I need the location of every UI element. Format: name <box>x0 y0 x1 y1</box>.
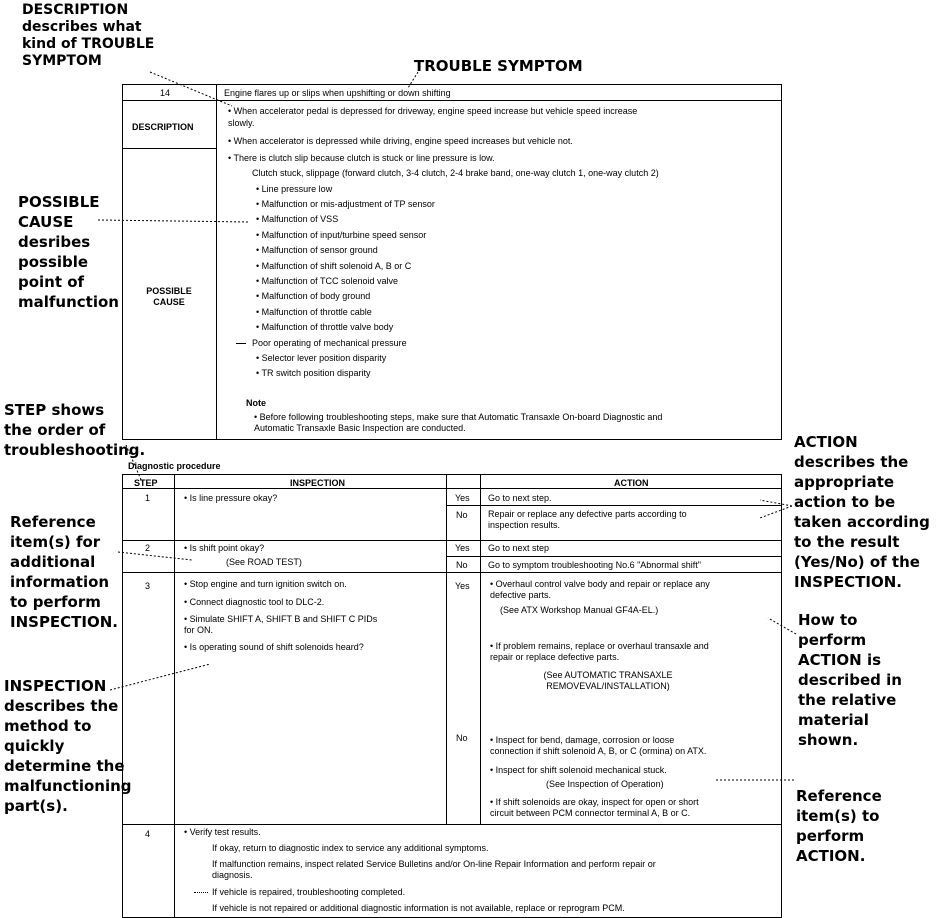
note-label: Note <box>246 398 266 408</box>
step-3-inspection-item: • Connect diagnostic tool to DLC-2. <box>184 597 325 607</box>
step-2-no: No <box>456 560 468 570</box>
step-4-line: If malfunction remains, inspect related Service Bulletins and/or On-line Repair Information and perform repair or diagnosis. <box>212 859 656 880</box>
step-3-yes-reference-1: (See ATX Workshop Manual GF4A-EL.) <box>500 605 659 615</box>
step-3-inspection-item: • Stop engine and turn ignition switch on. <box>184 579 347 589</box>
step-3-number: 3 <box>145 581 151 591</box>
description-item-2: • When accelerator is depressed while driving, engine speed increases but vehicle not. <box>228 136 573 146</box>
step-4-line: If okay, return to diagnostic index to service any additional symptoms. <box>212 843 489 853</box>
step-3-yes-action-2: • If problem remains, replace or overhaul transaxle and repair or replace defective parts. <box>490 641 709 662</box>
step-4-lead: • Verify test results. <box>184 827 261 837</box>
annotation-reference-inspection: Reference item(s) for additional information to perform INSPECTION. <box>10 513 119 631</box>
step-3-inspection-item: • Is operating sound of shift solenoids heard? <box>184 642 364 652</box>
mech-item: • TR switch position disparity <box>256 368 371 378</box>
step-2-yes-action: Go to next step <box>488 543 550 553</box>
annotation-description: DESCRIPTION describes what kind of TROUBLE SYMPTOM <box>22 2 155 69</box>
symptom-title: Engine flares up or slips when upshifting or down shifting <box>224 88 451 98</box>
annotation-action: ACTION describes the appropriate action to be taken according to the result (Yes/No) of the INSPECTION. <box>794 433 930 591</box>
annotation-how-to-perform: How to perform ACTION is described in the relative material shown. <box>798 611 902 749</box>
annotation-reference-action: Reference item(s) to perform ACTION. <box>796 787 882 865</box>
step-3-no-action-1: • Inspect for bend, damage, corrosion or loose connection if shift solenoid A, B, or C (ormina) on ATX. <box>490 735 707 756</box>
cause-item: • Malfunction of VSS <box>256 214 339 224</box>
step-3-yes-reference-2: (See AUTOMATIC TRANSAXLE REMOVEVAL/INSTALLATION) <box>543 670 673 691</box>
step-4-number: 4 <box>145 829 151 839</box>
step-2-no-action: Go to symptom troubleshooting No.6 "Abnormal shift" <box>488 560 701 570</box>
description-item-1: • When accelerator pedal is depressed for driveway, engine speed increase but vehicle speed increase <box>228 106 638 116</box>
cause-item: • Malfunction of sensor ground <box>256 245 378 255</box>
possible-cause-intro: Clutch stuck, slippage (forward clutch, 3-4 clutch, 2-4 brake band, one-way clutch 1, one-way clutch 2) <box>252 168 659 178</box>
step-3-yes: Yes <box>455 581 470 591</box>
step-2-reference: (See ROAD TEST) <box>226 557 302 567</box>
possible-cause-label: POSSIBLE CAUSE <box>146 286 192 307</box>
procedure-title: Diagnostic procedure <box>128 461 221 471</box>
step-1-number: 1 <box>145 493 151 503</box>
step-3-no-action-2: • Inspect for shift solenoid mechanical stuck. <box>490 765 667 775</box>
cause-item: • Malfunction of input/turbine speed sensor <box>256 230 427 240</box>
annotation-trouble-symptom: TROUBLE SYMPTOM <box>414 57 583 75</box>
mech-item: • Selector lever position disparity <box>256 353 387 363</box>
header-action: ACTION <box>614 478 649 488</box>
step-1-yes-action: Go to next step. <box>488 493 552 503</box>
mechanical-pressure: Poor operating of mechanical pressure <box>252 338 407 348</box>
header-inspection: INSPECTION <box>290 478 346 488</box>
cause-item: • Malfunction of throttle cable <box>256 307 372 317</box>
description-label: DESCRIPTION <box>132 122 194 132</box>
step-2-yes: Yes <box>455 543 470 553</box>
step-4-line: If vehicle is repaired, troubleshooting completed. <box>212 887 406 897</box>
cause-item: • Malfunction or mis-adjustment of TP sensor <box>256 199 435 209</box>
symptom-number: 14 <box>160 88 171 98</box>
step-1-yes: Yes <box>455 493 470 503</box>
step-1-no: No <box>456 510 468 520</box>
step-3-no: No <box>456 733 468 743</box>
annotation-step: STEP shows the order of troubleshooting. <box>4 401 146 459</box>
header-step: STEP <box>134 478 158 488</box>
description-item-1-cont: slowly. <box>228 118 255 128</box>
annotation-possible-cause: POSSIBLE CAUSE desribes possible point of malfunction <box>18 193 119 311</box>
description-item-3: • There is clutch slip because clutch is stuck or line pressure is low. <box>228 153 495 163</box>
cause-item: • Malfunction of TCC solenoid valve <box>256 276 399 286</box>
step-1-inspection: • Is line pressure okay? <box>184 493 278 503</box>
step-4-line: If vehicle is not repaired or additional diagnostic information is not available, replace or reprogram PCM. <box>212 903 625 913</box>
cause-item: • Malfunction of body ground <box>256 291 371 301</box>
note-text: • Before following troubleshooting steps, make sure that Automatic Transaxle On-board Diagnostic and Automatic Transaxle Basic Inspection are conducted. <box>254 412 663 433</box>
step-3-no-action-3: • If shift solenoids are okay, inspect for open or short circuit between PCM connector terminal A, B or C. <box>490 797 699 818</box>
step-2-number: 2 <box>145 543 151 553</box>
step-3-no-reference: (See Inspection of Operation) <box>546 779 664 789</box>
step-3-inspection-item: • Simulate SHIFT A, SHIFT B and SHIFT C PIDs for ON. <box>184 614 378 635</box>
step-2-inspection: • Is shift point okay? <box>184 543 265 553</box>
step-3-yes-action-1: • Overhaul control valve body and repair or replace any defective parts. <box>490 579 710 600</box>
cause-item: • Line pressure low <box>256 184 333 194</box>
annotation-inspection: INSPECTION describes the method to quickly determine the malfunctioning part(s). <box>4 677 132 815</box>
step-1-no-action: Repair or replace any defective parts according to inspection results. <box>488 509 687 530</box>
cause-item: • Malfunction of throttle valve body <box>256 322 394 332</box>
cause-item: • Malfunction of shift solenoid A, B or C <box>256 261 412 271</box>
